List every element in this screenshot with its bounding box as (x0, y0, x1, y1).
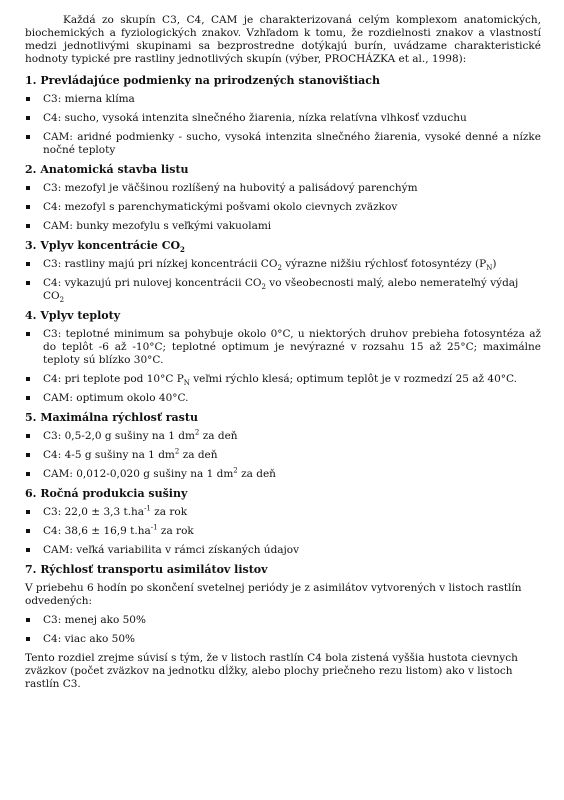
section-7-list (25, 614, 541, 646)
section-5-list (25, 430, 541, 481)
item-text: C3: 0,5-2,0 g sušiny na 1 dm (43, 430, 195, 442)
section-3-list (25, 258, 541, 303)
list-item (25, 449, 541, 462)
closing-paragraph: Tento rozdiel zrejme súvisí s tým, že v listoch rastlín C4 bola zistená vyššia hustota cievnych zväzkov (počet zväzkov na jednotku dĺžky, alebo plochy priečneho rezu listom) ako v listoch rastlín C3. (25, 652, 518, 690)
section-7-heading: 7. Rýchlosť transportu asimilátov listov (25, 563, 268, 576)
superscript: -1 (150, 523, 158, 532)
list-item: C3: menej ako 50% (25, 614, 541, 627)
item-text: ) (492, 258, 497, 270)
list-item: C4: viac ako 50% (25, 633, 541, 646)
section-6-heading: 6. Ročná produkcia sušiny (25, 487, 188, 500)
item-text: C4: 4-5 g sušiny na 1 dm (43, 449, 175, 461)
item-text: za deň (179, 449, 218, 461)
subscript: 2 (180, 245, 185, 255)
heading-text: 3. Vplyv koncentrácie CO (25, 239, 181, 252)
section-2-heading: 2. Anatomická stavba listu (25, 163, 189, 176)
subscript: N (183, 379, 190, 388)
intro-paragraph: Každá zo skupín C3, C4, CAM je charakterizovaná celým komplexom anatomických, biochemických a fyziologických znakov. Vzhľadom k tomu, že rozdielnosti znakov a vlastností medzi jednotlivými skupinami sa bezprostredne dotýkajú burín, uvádzame charakteristické hodnoty typické pre rastliny jednotlivých skupín (výber, PROCHÁZKA et al., 1998): (25, 14, 541, 65)
item-text: za deň (237, 468, 276, 480)
item-text: veľmi rýchlo klesá; optimum teplôt je v rozmedzí 25 až 40°C. (189, 373, 518, 385)
item-text: vo všeobecnosti malý, alebo nemerateľný výdaj CO (43, 277, 519, 302)
superscript: 2 (194, 428, 200, 437)
section-1-heading: 1. Prevládajúce podmienky na prirodzených stanovištiach (25, 74, 380, 87)
section-5-heading: 5. Maximálna rýchlosť rastu (25, 411, 198, 424)
item-text: za deň (199, 430, 238, 442)
subscript: N (486, 264, 493, 273)
item-text: CAM: 0,012-0,020 g sušiny na 1 dm (43, 468, 234, 480)
superscript: 2 (174, 447, 180, 456)
section-4-heading: 4. Vplyv teploty (25, 309, 121, 322)
list-item: C4: sucho, vysoká intenzita slnečného žiarenia, nízka relatívna vlhkosť vzduchu (25, 112, 541, 125)
list-item: CAM: aridné podmienky - sucho, vysoká intenzita slnečného žiarenia, vysoké denné a nízke nočné teploty (25, 131, 541, 157)
list-item (25, 468, 541, 481)
list-item: C3: mierna klíma (25, 93, 541, 106)
section-7-paragraph: V priebehu 6 hodín po skončení svetelnej periódy je z asimilátov vytvorených v listoch rastlín odvedených: (25, 582, 522, 607)
section-2-list (25, 182, 541, 233)
subscript: 2 (277, 264, 282, 273)
list-item: C3: teplotné minimum sa pohybuje okolo 0°C, u niektorých druhov prebieha fotosyntéza až do teplôt -6 až -10°C; teplotné optimum je nevýrazné v rozsahu 15 až 25°C; maximálne teploty sú blízko 30°C. (25, 328, 541, 367)
superscript: -1 (144, 504, 151, 513)
list-item: CAM: bunky mezofylu s veľkými vakuolami (25, 220, 541, 233)
list-item (25, 258, 541, 271)
list-item (25, 430, 541, 443)
item-text: za rok (157, 525, 194, 537)
section-6-list (25, 506, 541, 557)
list-item (25, 525, 541, 538)
subscript: 2 (59, 296, 65, 305)
item-text: C4: pri teplote pod 10°C P (43, 373, 184, 385)
document-page (25, 14, 541, 697)
subscript: 2 (261, 283, 266, 292)
item-text: C4: vykazujú pri nulovej koncentrácii CO (43, 277, 262, 289)
list-item: C3: mezofyl je väčšinou rozlíšený na hubovitý a palisádový parenchým (25, 182, 541, 195)
list-item: CAM: optimum okolo 40°C. (25, 392, 541, 405)
section-1-list (25, 93, 541, 157)
list-item: C4: mezofyl s parenchymatickými pošvami okolo cievnych zväzkov (25, 201, 541, 214)
list-item (25, 506, 541, 519)
list-item (25, 373, 541, 386)
item-text: C4: 38,6 ± 16,9 t.ha (43, 525, 151, 537)
list-item: CAM: veľká variabilita v rámci získaných údajov (25, 544, 541, 557)
item-text: C3: rastliny majú pri nízkej koncentrácii CO (43, 258, 278, 270)
item-text: výrazne nižšiu rýchlosť fotosyntézy (P (281, 258, 487, 270)
item-text: za rok (150, 506, 188, 518)
item-text: C3: 22,0 ± 3,3 t.ha (43, 506, 145, 518)
superscript: 2 (233, 466, 238, 475)
section-4-list (25, 328, 541, 405)
section-3-heading (25, 239, 541, 255)
list-item (25, 277, 541, 303)
